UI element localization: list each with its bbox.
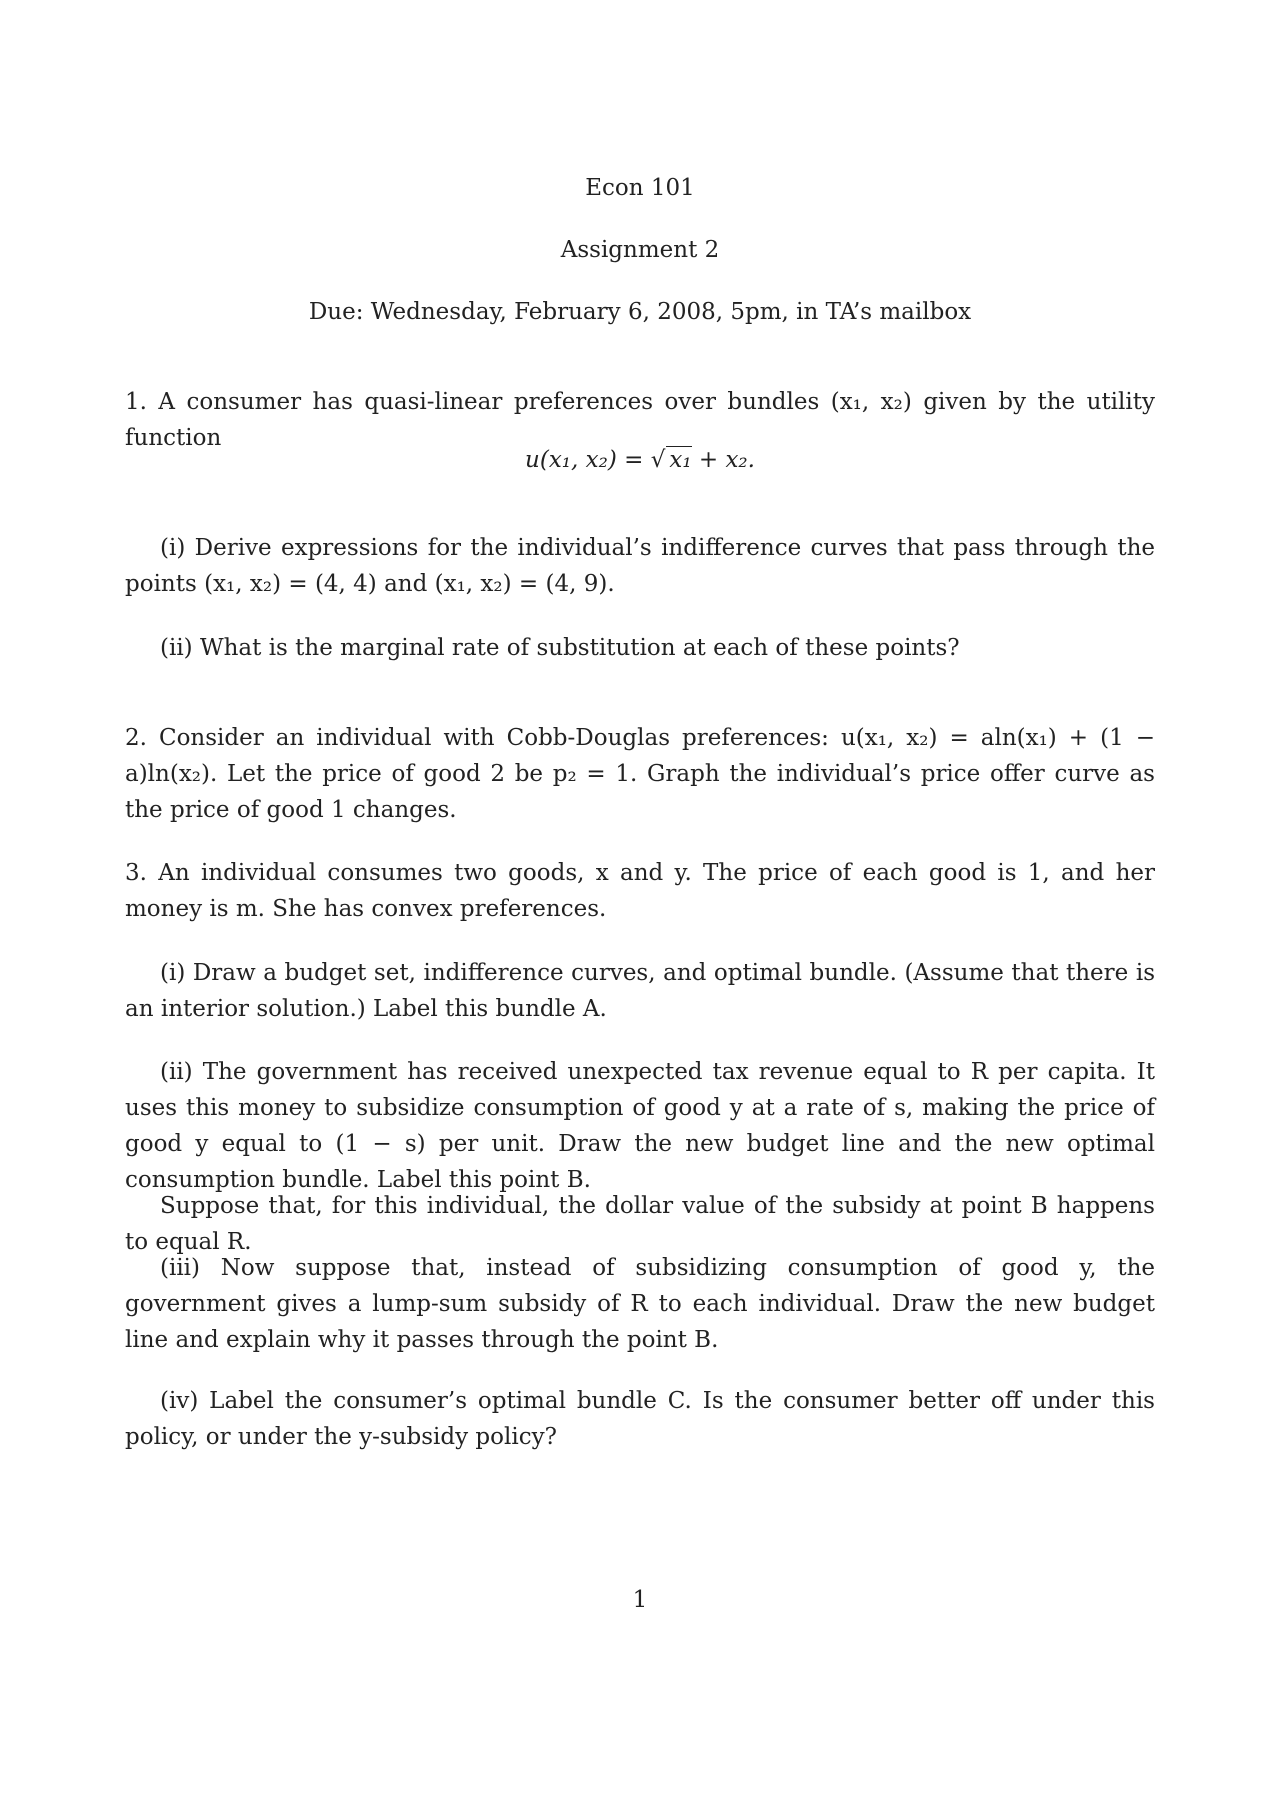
page-number: 1	[632, 1587, 648, 1613]
course-title: Econ 101	[585, 175, 695, 201]
question-1-part-ii: (ii) What is the marginal rate of substitution at each of these points?	[160, 635, 960, 661]
question-1-intro: 1. A consumer has quasi-linear preferences over bundles (x₁, x₂) given by the utility function	[125, 389, 1155, 451]
question-3-part-ii: (ii) The government has received unexpected tax revenue equal to R per capita. It uses this money to subsidize consumption of good y at a rate of s, making the price of good y equal to (1 − s) per unit. Draw the new budget line and the new optimal consumption bundle. Label this point B.	[125, 1059, 1155, 1193]
question-3-intro: 3. An individual consumes two goods, x and y. The price of each good is 1, and her money is m. She has convex preferences.	[125, 860, 1155, 922]
equation-right: + x₂.	[691, 447, 755, 473]
utility-equation	[0, 442, 1280, 478]
question-3-part-i: (i) Draw a budget set, indifference curves, and optimal bundle. (Assume that there is an interior solution.) Label this bundle A.	[125, 960, 1155, 1022]
question-3-part-iv: (iv) Label the consumer’s optimal bundle C. Is the consumer better off under this policy, or under the y-subsidy policy?	[125, 1388, 1155, 1450]
equation-radicand: x₁	[666, 446, 691, 473]
due-date: Due: Wednesday, February 6, 2008, 5pm, in TA’s mailbox	[308, 299, 972, 325]
equation-left: u(x₁, x₂) = √	[525, 447, 666, 473]
question-3-suppose: Suppose that, for this individual, the dollar value of the subsidy at point B happens to equal R.	[125, 1193, 1155, 1255]
question-3-part-iii: (iii) Now suppose that, instead of subsidizing consumption of good y, the government gives a lump-sum subsidy of R to each individual. Draw the new budget line and explain why it passes through the point B.	[125, 1255, 1155, 1353]
question-2: 2. Consider an individual with Cobb-Douglas preferences: u(x₁, x₂) = aln(x₁) + (1 − a)ln(x₂). Let the price of good 2 be p₂ = 1. Graph the individual’s price offer curve as the price of good 1 changes.	[125, 725, 1155, 823]
assignment-title: Assignment 2	[560, 237, 720, 263]
question-1-part-i: (i) Derive expressions for the individual’s indifference curves that pass through the points (x₁, x₂) = (4, 4) and (x₁, x₂) = (4, 9).	[125, 535, 1155, 597]
